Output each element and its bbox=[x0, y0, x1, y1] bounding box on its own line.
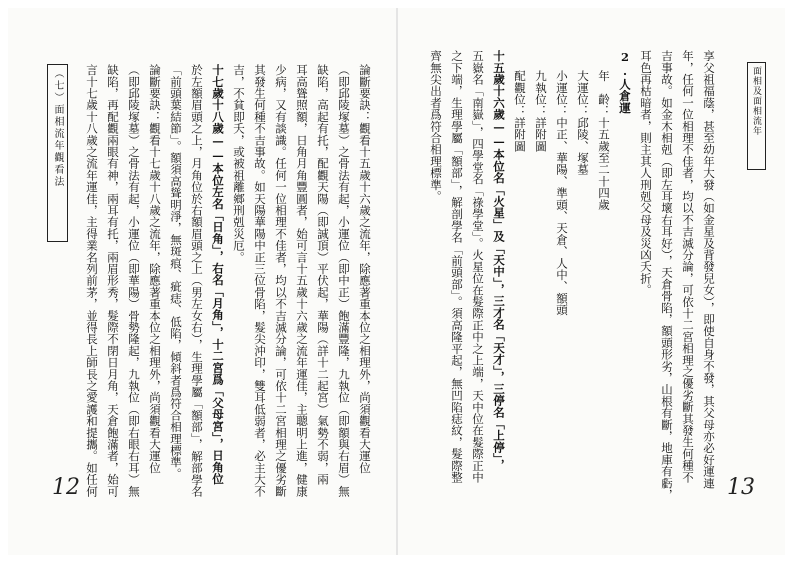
text-column: 論斷要訣：觀看十七歲十八歲之流年，除應著重本位之相理外，尚須觀看大運位 bbox=[148, 64, 162, 474]
text-column: 耳色再枯暗者，則主其人刑剋父母及災凶夭折。 bbox=[639, 50, 653, 296]
text-column: 於左額眉頭之上，月角位於右額眉頭之上（男左女右），生理學屬「額部」，解部學名 bbox=[190, 64, 204, 498]
text-column: 齊無尖出者爲符合相理標準。 bbox=[429, 50, 443, 203]
text-column: 大運位：邱陵、塚墓 bbox=[576, 70, 590, 176]
text-column: 「前頭葉結節」。額須高聳明淨，無斑痕、疵痣、低陷，傾斜者爲符合相理標準。 bbox=[169, 64, 183, 480]
text-column: 缺陷，高起有托，配觀天陽（即誠頂）平伏起，華陽（詳十二起宮）氣勢不弱，兩 bbox=[316, 64, 330, 486]
text-column: 小運位：中正、華陽、準頭、天倉、人中、額頭 bbox=[555, 70, 569, 316]
text-column: 年 齡：十五歲至二十四歲 bbox=[597, 70, 611, 211]
text-column: 耳高聳照額，日角月角豐圓者，始可言十五歲十六歲之流年運佳，主聰明上進，健康 bbox=[295, 64, 309, 497]
page-gutter bbox=[396, 8, 398, 555]
text-column: （即邱陵塚墓）之骨法有起，小運位（即中正）飽滿豐隆，九執位（即額與右眉）無 bbox=[337, 64, 351, 497]
page-number-right: 13 bbox=[727, 475, 755, 500]
text-column: 吉，不貧即夭，或被祖離鄉刑剋災厄。 bbox=[232, 64, 246, 263]
text-column: 年，任何一位相理不佳者，均以不吉滅分論，可依十二宮相理之優劣斷其發生何種不 bbox=[681, 50, 695, 483]
text-column: 九執位：詳附圖 bbox=[534, 70, 548, 152]
text-column: 其發生何種不吉事故。如天陽華陽中正三位骨陷，髮尖沖印，雙耳低弱者，必主大不 bbox=[253, 64, 267, 497]
text-column: 配觀位：詳附圖 bbox=[513, 70, 527, 152]
page-number-left: 12 bbox=[52, 475, 80, 500]
text-column: 享父祖福蔭，甚至幼年大發（如金星及背發兒女），即使自身不發，其父母亦必好運連 bbox=[702, 50, 716, 489]
text-column: 十七歲十八歲——本位左名「日角」，右名「月角」，十二宮爲「父母宮」，日角位 bbox=[211, 64, 225, 485]
text-column: （即邱陵塚墓）之骨法有起，小運位（即華陽）骨勢隆起，九執位（即右眼右耳）無 bbox=[127, 64, 141, 497]
text-column: 缺陷，再配觀兩眼有神，兩耳有托，兩眉形秀，髮際不閉日月角，天倉飽滿者，始可 bbox=[106, 64, 120, 497]
text-column: 論斷要訣：觀看十五歲十六歲之流年，除應著重本位之相理外，尚須觀看大運位 bbox=[358, 64, 372, 474]
text-column: 十五歲十六歲——本位名「火星」及「天中」，三才名「天才」，三停名「上停」， bbox=[492, 50, 506, 471]
running-head-left: （七）面相流年觀看法 bbox=[47, 64, 68, 242]
text-column: 之下端，生理學屬「額部」，解剖學名「前頭部」。須高隆平起，無凹陷痣紋，髮際整 bbox=[450, 50, 464, 484]
text-column: 吉事故。如金木相剋（即左耳壞右耳好），天倉骨陷，額頭形劣，山根有斷，地庫有虧， bbox=[660, 50, 674, 501]
running-head-right: 面相及面相流年 bbox=[747, 62, 766, 170]
section-heading: 2.人倉運 bbox=[618, 50, 632, 114]
text-column: 五嶽名「南嶽」，四學堂名「祿學堂」。火星位在髮際正中之上端，天中位在髮際正中 bbox=[471, 50, 485, 484]
text-column: 言十七歲十八歲之流年運佳，主得業名列前茅，並得長上師長之愛護和提攜。如任何 bbox=[85, 64, 99, 497]
text-column: 少病，又有談識。任何一位相理不佳者，均以不吉滅分論，可依十二宮相理之優劣斷 bbox=[274, 64, 288, 497]
